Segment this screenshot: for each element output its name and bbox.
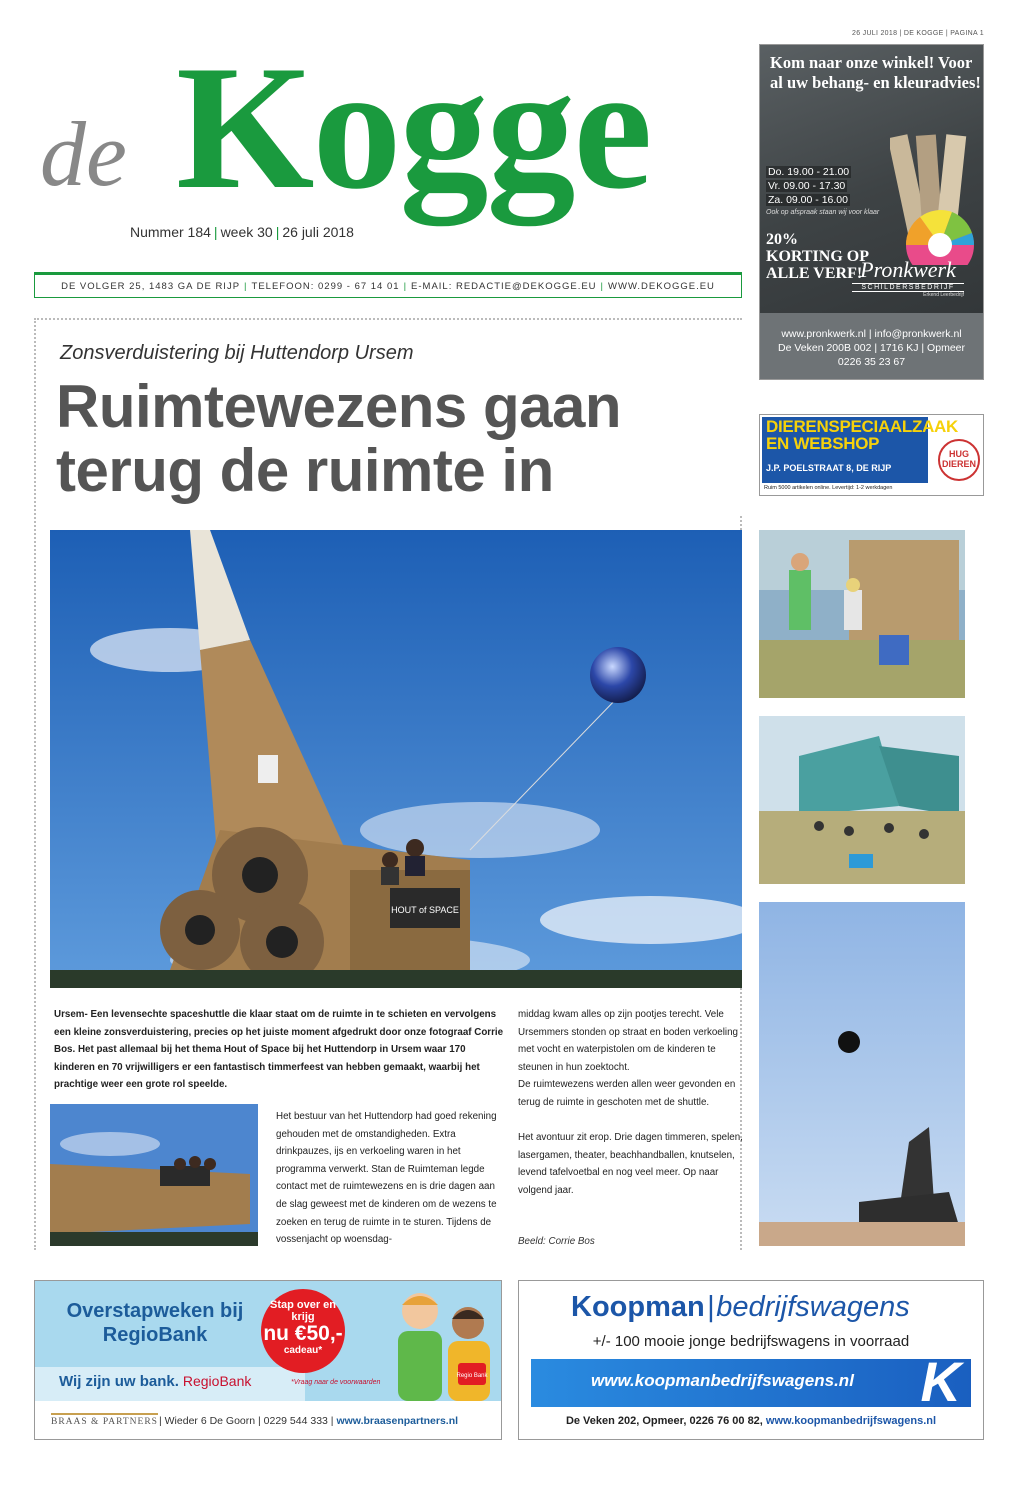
ad-koopman-sub: +/- 100 mooie jonge bedrijfswagens in voorraad [592, 1333, 910, 1350]
ad-pronkwerk-contact: www.pronkwerk.nl | info@pronkwerk.nl De Veken 200B 002 | 1716 KJ | Opmeer 0226 35 23 67 [760, 313, 983, 380]
photo-credit: Beeld: Corrie Bos [518, 1236, 595, 1247]
ad-regio-footer: | Wieder 6 De Goorn | 0229 544 333 | www.braasenpartners.nl [159, 1415, 459, 1427]
issue-info: Nummer 184 | week 30 | 26 juli 2018 [130, 224, 354, 240]
koopman-logo: Koopman|bedrijfswagens [571, 1291, 910, 1323]
photo-children-building [759, 530, 965, 698]
address: DE VOLGER 25, 1483 GA DE RIJP [61, 280, 241, 292]
website-link[interactable]: WWW.DEKOGGE.EU [608, 280, 715, 292]
article-headline: Ruimtewezens gaan terug de ruimte in [56, 373, 621, 504]
small-photo-shuttle [50, 1104, 258, 1246]
masthead-title: Kogge [176, 28, 651, 226]
article-kicker: Zonsverduistering bij Huttendorp Ursem [60, 342, 414, 364]
hug-dieren-logo: HUG DIEREN [938, 439, 980, 481]
koopman-k-logo: K [920, 1350, 961, 1413]
braas-partners-logo: BRAAS & PARTNERS [51, 1413, 158, 1427]
ad-regiobank[interactable] [34, 1280, 502, 1440]
ad-regio-disclaimer: *Vraag naar de voorwaarden [291, 1379, 381, 1386]
ad-regio-tagline: Wij zijn uw bank. RegioBank [59, 1373, 252, 1390]
koopman-url[interactable]: www.koopmanbedrijfswagens.nl [591, 1371, 854, 1390]
phone: TELEFOON: 0299 - 67 14 01 [251, 280, 400, 292]
people-illustration-icon [380, 1283, 500, 1401]
ad-regio-headline: Overstapweken bij RegioBank [66, 1300, 244, 1346]
opening-hours: Do. 19.00 - 21.00 Vr. 09.00 - 17.30 Za. 09.00 - 16.00 [768, 166, 850, 206]
ad-koopman[interactable] [518, 1280, 984, 1440]
ad-dier-title: DIERENSPECIAALZAAK EN WEBSHOP [766, 417, 959, 453]
email-link[interactable]: E-MAIL: REDACTIE@DEKOGGE.EU [411, 280, 597, 292]
article-column-2: Het bestuur van het Huttendorp had goed rekening gehouden met de omstandigheden. Extra drinkpauzes, ijs en verkoeling waren in het programma verwerkt. Stan de Ruimteman legde contact met de ruimtewezens en is drie dagen aan de slag geweest met de kinderen om de wezens te zoeken en terug de ruimte in te sturen. Tijdens de vossenjacht op woensdag- [276, 1111, 497, 1246]
appointment-note: Ook op afspraak staan wij voor klaar [766, 209, 880, 216]
article-column-3: middag kwam alles op zijn pootjes terecht. Vele Ursemmers stonden op straat en boden verkoeling met vocht en waterpistolen om de kinderen te steunen in hun zoektocht. De ruimtewezens werden allen weer gevonden en terug de ruimte in geschoten met de shuttle. Het avontuur zit erop. Drie dagen timmeren, spelen, lasergamen, theater, beachhandballen, knutselen, levend tafelvoetbal en nog veel meer. Op naar volgend jaar. [518, 1009, 743, 1196]
discount-text: 20% KORTING OP ALLE VERF! [766, 231, 869, 282]
photo-huttendorp-tents [759, 716, 965, 884]
svg-text:Regio Bank: Regio Bank [456, 1373, 488, 1379]
koopman-website-link[interactable]: www.koopmanbedrijfswagens.nl [765, 1415, 937, 1427]
braas-website-link[interactable]: www.braasenpartners.nl [336, 1415, 459, 1427]
masthead-prefix: de [40, 103, 127, 205]
issue-week: week 30 [220, 224, 273, 240]
ad-koopman-footer: De Veken 202, Opmeer, 0226 76 00 82, www.koopmanbedrijfswagens.nl [565, 1415, 937, 1427]
ad-dierenspeciaalzaak[interactable] [759, 414, 984, 496]
issue-number: Nummer 184 [130, 224, 211, 240]
color-fan-icon [900, 205, 980, 265]
photo-eclipse [759, 902, 965, 1246]
ad-pronkwerk-headline: Kom naar onze winkel! Voor al uw behang- en kleuradvies! [770, 53, 981, 92]
photo-sign: HOUT of SPACE [391, 905, 459, 915]
ad-regio-offer-badge: Stap over en krijg nu €50,- cadeau* [261, 1289, 345, 1373]
main-photo-spaceshuttle [50, 530, 742, 988]
address-bar: DE VOLGER 25, 1483 GA DE RIJP | TELEFOON: 0299 - 67 14 01 | E-MAIL: REDACTIE@DEKOGGE.EU | WWW.DEKOGGE.EU [34, 272, 742, 298]
ad-dier-address: J.P. POELSTRAAT 8, DE RIJP [766, 463, 892, 473]
ad-pronkwerk[interactable] [759, 44, 984, 380]
article-lead: Ursem- Een levensechte spaceshuttle die klaar staat om de ruimte in te schieten en vervolgens een kleine zonsverduistering, precies op het juiste moment afgedrukt door onze fotograaf Corrie Bos. Het past allemaal bij het thema Hout of Space bij het Huttendorp in Ursem waar 170 kinderen en 70 vrijwilligers er een fantastisch timmerfeest van hebben gemaakt, waarbij het prachtige weer een grote rol speelde. [54, 1009, 504, 1091]
issue-date: 26 juli 2018 [282, 224, 354, 240]
ad-dier-note: Ruim 5000 artikelen online. Levertijd: 1-2 werkdagen [764, 485, 893, 491]
page-topline: 26 JULI 2018 | DE KOGGE | PAGINA 1 [852, 30, 984, 37]
pronkwerk-logo: Pronkwerk SCHILDERSBEDRIJF Erkend Leerbedrijf [852, 257, 964, 298]
